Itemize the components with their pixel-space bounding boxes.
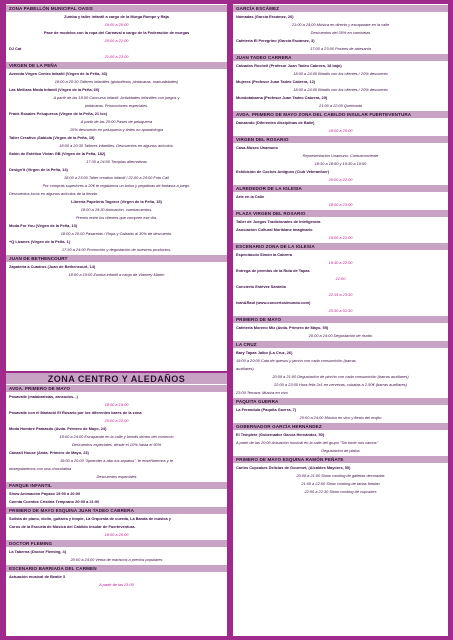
event-title: Entrega de premios de la Ruta de Tapas xyxy=(236,268,310,273)
event-title: Ivan&Raul (www.concertosimundo.com) xyxy=(236,300,311,305)
event-title: La Taberna (Doctor Fleming, 4) xyxy=(9,549,66,554)
event-detail: 22:00 a 22:30 Show cooking de cupcakes xyxy=(304,489,377,494)
event-title: Posavaile con el Mariachi El Rosario por los diferentes bares de la zona xyxy=(9,410,142,415)
section-header: PRIMERO DE MAYO xyxy=(233,316,448,323)
event-detail: 20:00 a 24:00 Venta de mariscos a precios populares xyxy=(70,557,163,562)
event-detail: A partir de las 20:00 Actuación musical en la calle del grupo "Sin tonte nos vamos" xyxy=(236,440,378,445)
event-title: Coros de la Escuela de Música del Cabildo Insular de Fuerteventura. xyxy=(9,524,136,529)
event-title: Danzando (Diferentes disciplinas de Baile) xyxy=(236,120,315,125)
event-title: Pase de modelos con la ropa del Carnaval a cargo de la Federación de murgas xyxy=(43,30,190,35)
event-title: El Templete (Gobernador García Hernández, 50) xyxy=(236,432,325,437)
event-detail: 19:00 a 21:00 xyxy=(328,235,353,240)
event-detail: Descuentos locos en algunos artículos de la tienda. xyxy=(9,191,98,196)
section-header: VIRGEN DE LA PEÑA xyxy=(6,62,227,69)
event-detail: 19:30 a 22:00 xyxy=(328,260,353,265)
event-title: Mundotabarna (Profesor Juan Tadeo Cabrera, 29) xyxy=(236,95,328,100)
event-title: Taller de Juegos Tradicionales de Inteligencia xyxy=(236,219,321,224)
event-title: Moda For You (Virgen de la Peña, 13) xyxy=(9,223,78,228)
section-header: AVDA. PRIMERO DE MAYO xyxy=(6,385,227,392)
event-detail: 18:00 a 24:00 Escaparate en la calle y brindis dentro del comercio xyxy=(59,434,174,439)
event-detail: 21:00 a 23:00 xyxy=(104,54,129,59)
section-header: LA CRUZ xyxy=(233,341,448,348)
section-header: PARQUE INFANTIL xyxy=(6,482,227,489)
event-title: Asociación Cultural Moriklane Imaginario xyxy=(236,227,313,232)
event-title: Zapatería a Cuadros (Juan de Bethencourt, 14) xyxy=(9,264,96,269)
event-detail: 18:00 a 20:00 Pasarelas / Ropa y Calzado al 30% de descuento. xyxy=(60,231,173,236)
section-header: DOCTOR FLEMING xyxy=(6,540,227,547)
event-title: Librería Papelería Tagoror (Virgen de la Peña, 15) xyxy=(71,199,162,204)
event-detail: 18:00 a 19:30 Animación, cuentacuentos. xyxy=(80,207,153,212)
left-bottom-panel xyxy=(6,373,227,636)
event-detail: obsequiaremos con una chocolatina xyxy=(9,466,72,471)
event-detail: Descuentos especiales xyxy=(96,474,137,479)
event-detail: 21:00 xyxy=(335,276,346,281)
event-detail: Premio entre los clientes que compren ese día. xyxy=(75,215,158,220)
event-title: La Ferandula (Paquita Guerra, 7) xyxy=(236,407,297,412)
event-title: Cafetería Moreno Miz (Avda. Primero de Mayo, 55) xyxy=(236,325,329,330)
event-detail: 21:00 a 22:00 Show cooking de tartas fondan xyxy=(301,481,380,486)
event-detail: 18:00 a 20:00 xyxy=(328,128,353,133)
event-detail: 18:00 a 20:30 Talleres infantiles (globoflexia, pintacaras, manualidades) xyxy=(54,79,179,84)
event-title: Arte en la Calle xyxy=(236,194,265,199)
left-column xyxy=(6,4,227,636)
event-detail: 21:00 a 24:00 Música en directo y escaparate en la calle xyxy=(291,22,390,27)
event-title: Posavaile (malabaristas, zancudos...) xyxy=(9,394,78,399)
event-detail: 18:00 a 19:00 Zumba infantil a cargo de Vianney Martín xyxy=(68,272,165,277)
event-detail: 18:00 a 24:00 Brindis con los clientes / 20% descuento xyxy=(293,87,388,92)
event-title: Canasil House (Avda. Primero de Mayo, 23) xyxy=(9,450,89,455)
right-panel xyxy=(233,4,448,636)
section-header: ZONA PABELLÓN MUNICIPAL OASIS xyxy=(6,5,227,12)
zone-title: ZONA CENTRO Y ALEDAÑOS xyxy=(6,373,227,384)
event-title: Exhibición de Coches Antiguos (Club Veteranfuer) xyxy=(236,169,330,174)
event-title: Show Animación Payaso 19:00 a 20:00 xyxy=(9,491,81,496)
section-header: GOBERNADOR GARCÍA HERNÁNDEZ xyxy=(233,423,448,430)
event-detail: 18:00 a 20:00 xyxy=(104,532,129,537)
event-detail: 18:00 a 23:00 xyxy=(328,202,353,207)
event-detail: 20:00 a 21:00 xyxy=(104,38,129,43)
left-bottom-list xyxy=(6,385,227,589)
section-header: PRIMERO DE MAYO ESQUINA JUAN TADEO CABRERA xyxy=(6,507,227,514)
event-title: Moda Hombre Pamasdo (Avda. Primero de Mayo, 24) xyxy=(9,426,107,431)
event-detail: Descuentos del 30% en camisetas xyxy=(310,30,371,35)
section-header: AVDA. PRIMERO DE MAYO ZONA DEL CABILDO INSULAR FUERTEVENTURA xyxy=(233,111,448,118)
section-header: JUAN TADEO CARRERA xyxy=(233,54,448,61)
section-header: ESCENARIO ZONA DE LA IGLESIA xyxy=(233,243,448,250)
event-detail: pintacaras. Promociones especiales. xyxy=(84,103,149,108)
event-title: Concierto Estévez Santelia xyxy=(236,284,286,289)
event-detail: A partir de las 20:00 Pases de peluquería xyxy=(80,119,153,124)
event-detail: 17:30 a 24:00 Promoción y degustación de nuestros productos. xyxy=(61,247,172,252)
event-title: Carlos Cupcakes Delicias de Gourmet, (Alcaldes Mayores, 55) xyxy=(236,465,351,470)
event-detail: 20:00 a 21:00 Degustación de pincho con cada consumición (barras auxiliares) xyxy=(272,374,409,379)
event-title: Actuación musical de Beatle 3 xyxy=(9,574,66,579)
left-top-panel xyxy=(6,4,227,371)
event-detail: 17:00 a 23:00 Postres de artesanía xyxy=(310,46,371,51)
event-title: Solista de piano, violín, guitarra y timple, La Orquesta de cuerda, La Banda de música y xyxy=(9,516,171,521)
event-detail: 18:00 a 20:00 "Aprender a atar tus zapatos", te enseñaremos y te xyxy=(59,458,174,463)
event-title: Mujeres (Profesor Juan Tadeo Cabrera, 12) xyxy=(236,79,316,84)
event-title: Design'it (Virgen de la Peña, 14) xyxy=(9,167,68,172)
event-title: Cuenta Cuentos Cristina Temprano 20:00 a 21:00 xyxy=(9,499,100,504)
event-title: Bary Tapas Jalbo (La Cruz, 26) xyxy=(236,350,293,355)
event-detail: Representación Unamuno: Contraconciente xyxy=(302,153,379,158)
event-title: Taller Creativo ¡Sabiola (Virgen de la Peña, 19) xyxy=(9,135,95,140)
event-title: Cafetería El Peregrino (García Escámez, 3) xyxy=(236,38,315,43)
event-detail: 20:00 a 22:00 xyxy=(328,177,353,182)
event-title: Calzados Rochell (Profesor Juan Tadeo Cabrera, 18 bajo) xyxy=(236,63,342,68)
event-detail: 20:00 a 24:00 Degustación de risotto xyxy=(308,333,373,338)
event-detail: Degustación de platos xyxy=(321,448,360,453)
section-header: VIRGEN DEL ROSARIO xyxy=(233,136,448,143)
event-title: Avenida Virgen Centro Infantil (Virgen de la Peña, 43) xyxy=(9,71,108,76)
event-detail: 18:30 a 18:50 y 19:30 a 19:50 xyxy=(314,161,367,166)
event-title: Casa-Museo Unamuno xyxy=(236,145,278,150)
event-detail: 18:00 a 19:00 xyxy=(104,402,129,407)
event-detail: 19:00 a 20:00 Cata de quesos y jamón con cada consumición (barras xyxy=(236,358,356,363)
event-detail: Por compras superiores a 20€ te regalamos un bolso y pegatinas de fantasía a juego. xyxy=(42,183,191,188)
event-detail: 18:00 a 20:30 Talleres infantiles. Descuentos en algunos artículos. xyxy=(59,143,174,148)
event-detail: 18:00 a 23:00 Taller creativo infantil / 22:00 a 24:00 Foto Call xyxy=(64,175,169,180)
event-title: Nómadas (García Escámez, 26) xyxy=(236,14,294,19)
event-title: DJ Cat xyxy=(9,46,22,51)
event-title: Frank Rosales Peluqueros (Virgen de la Peña, 21 loc) xyxy=(9,111,108,116)
event-detail: 22:15 a 23:30 xyxy=(328,292,353,297)
event-detail: Descuentos especiales, desde el 10% hasta el 50% xyxy=(71,442,162,447)
event-title: Las Mellizas Moda Infantil (Virgen de la Peña, 60) xyxy=(9,87,100,92)
event-detail: A partir de las 21:00 xyxy=(99,582,134,587)
section-header: JUAN DE BETHENCOURT xyxy=(6,255,227,262)
event-detail: 21:00 a 22:00 Queimada xyxy=(319,103,362,108)
section-header: PRIMERO DE MAYO ESQUINA RAMÓN PEÑATE xyxy=(233,456,448,463)
event-title: Salón de Estética Vivian GB (Virgen de la Peña, 182) xyxy=(9,151,106,156)
event-title: Espectáculo Simón la Cabrera xyxy=(236,252,293,257)
section-header: PLAZA VIRGEN DEL ROSARIO xyxy=(233,210,448,217)
event-detail: 20:00 a 24:00 Música en vivo y fiesta del mojito xyxy=(299,415,382,420)
event-detail: A partir de las 18:00 Concurso infantil. Actividades infantiles con juegos y xyxy=(53,95,180,100)
section-header: ESCENARIO BARRIADA DEL CARMEN xyxy=(6,565,227,572)
right-column xyxy=(233,4,448,636)
event-detail: 19:00 a 20:00 xyxy=(104,22,129,27)
event-detail: 20:00 a 21:00 Show cooking de galletas decoradas xyxy=(296,473,385,478)
section-header: ALREDEDOR DE LA IGLESIA xyxy=(233,185,448,192)
event-detail: 22:00 a 23:00 Hora feliz 2x1 en cervezas, cubatas a 2,50€ (barras auxiliares) xyxy=(274,382,407,387)
event-detail: 23:00 Terraza: Música en vivo xyxy=(236,390,288,395)
event-detail: 17:30 a 24:00 Terapias alternativas xyxy=(86,159,147,164)
event-detail: 23:30 a 01:30 xyxy=(328,308,353,313)
event-detail: 18:00 a 24:00 Brindis con los clientes / 20% descuento xyxy=(293,71,388,76)
event-detail: 20:00 a 22:00 xyxy=(104,418,129,423)
event-title: +Q Lizanes (Virgen de la Peña, 1) xyxy=(9,239,71,244)
event-detail: 10% descuento en peluquería y tintes no aparatología xyxy=(69,127,164,132)
section-header: GARCÍA ESCÁMEZ xyxy=(233,5,448,12)
event-detail: auxiliares) xyxy=(236,366,254,371)
section-header: PAQUITA GUERRA xyxy=(233,398,448,405)
event-title: Zumba y taller infantil a cargo de la Murga Rompe y Raja xyxy=(64,14,169,19)
